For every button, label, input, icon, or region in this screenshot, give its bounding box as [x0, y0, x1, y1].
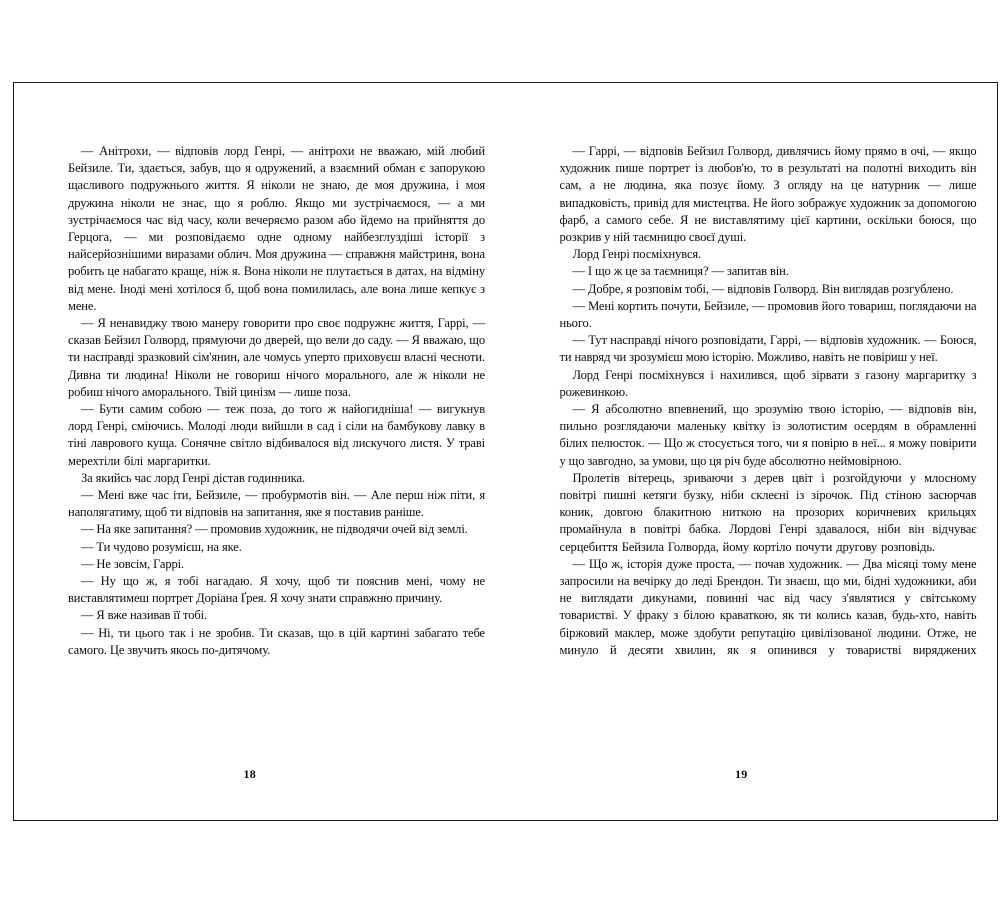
- paragraph: Лорд Генрі посміхнувся і нахилився, щоб зірвати з газону маргаритку з рожевинкою.: [559, 367, 977, 399]
- paragraph: Лорд Генрі посміхнувся.: [572, 247, 702, 262]
- paragraph: — Що ж, історія дуже проста, — почав художник. — Два місяці тому мене запросили на вечірку до леді Брендон. Ти знаєш, що ми, бідні художники, аби не виглядати дикунами, повинні час від часу з'являтися у світському товаристві. У фраку з білою краваткою, як ти колись казав, будь-хто, навіть біржовий маклер, може здобути репутацію цивілізованої людини. Отже, не минуло й десяти хвилин, як я опинився у товаристві виряджених: [559, 556, 977, 657]
- page-container: [14, 83, 997, 820]
- paragraph: — Не зовсім, Гаррі.: [81, 556, 185, 571]
- paragraph: — Тут насправді нічого розповідати, Гаррі, — відповів художник. — Боюся, ти навряд чи зрозумієш мою історію. Можливо, навіть не повіриш у неї.: [559, 333, 977, 365]
- paragraph: — Мені кортить почути, Бейзиле, — промовив його товариш, поглядаючи на нього.: [559, 298, 977, 331]
- paragraph: — Добре, я розповім тобі, — відповів Голворд. Він виглядав розгублено.: [572, 281, 954, 296]
- paragraph: — Я ненавиджу твою манеру говорити про своє подружнє життя, Гаррі, — сказав Бейзил Голворд, прямуючи до дверей, що вели до саду. — Я вважаю, що ти насправді зразковий сім'янин, але чомусь уперто приховуєш власні чесноти. Дивна ти людина! Ніколи не говориш нічого морального, але ж ніколи не робиш нічого аморального. Твій цинізм — лише поза.: [68, 316, 485, 399]
- page-right-text-block: [560, 143, 977, 659]
- paragraph: — Мені вже час іти, Бейзиле, — пробурмотів він. — Але перш ніж піти, я наполягатиму, щоб ти відповів на запитання, яке я поставив раніше.: [68, 488, 485, 520]
- paragraph: — Анітрохи, — відповів лорд Генрі, — анітрохи не вважаю, мій любий Бейзиле. Ти, здається, забув, що я одружений, а взаємний обман є запорукою щасливого подружнього життя. Я ніколи не знаю, де моя дружина, і моя дружина ніколи не знає, що я роблю. Якщо ми зустрічаємося, — а ми зустрічаємося час від часу, коли вечеряємо разом або йдемо на прийняття до Герцога, — ми розповідаємо одне одному найбезглуздіші історії з найсерйознішими виразами облич. Моя дружина — справжня майстриня, вона робить це набагато краще, ніж я. Вона ніколи не плутається в датах, на відміну від мене. Іноді мені хотілося б, щоб вона помилилась, але вона лише кепкує з мене.: [68, 144, 485, 313]
- paragraph: — Ні, ти цього так і не зробив. Ти сказав, що в цій картині забагато тебе самого. Це звучить якось по-дитячому.: [68, 625, 485, 657]
- page-left-text-block: [68, 143, 485, 659]
- paragraph: — Ну що ж, я тобі нагадаю. Я хочу, щоб ти пояснив мені, чому не виставлятимеш портрет Доріана Ґрея. Я хочу знати справжню причину.: [68, 574, 485, 606]
- paragraph: Пролетів вітерець, зриваючи з дерев цвіт і розгойдуючи у млосному повітрі пишні кетяги бузку, ніби склеєні із зірочок. Під стіною засюрчав коник, довгою блакитною ниткою на прозорих коричневих крильцях промайнула в повітрі бабка. Лордові Генрі здавалося, ніби він відчуває серцебиття Бейзила Голворда, йому кортіло почути другову розповідь.: [559, 470, 977, 554]
- paragraph: — Я вже називав її тобі.: [81, 608, 207, 623]
- page-number: 19: [735, 767, 748, 781]
- paragraph: За якийсь час лорд Генрі дістав годинника.: [81, 470, 305, 485]
- paragraph: — На яке запитання? — промовив художник, не підводячи очей від землі.: [81, 522, 468, 537]
- page-left: [14, 83, 506, 820]
- paragraph: — Гаррі, — відповів Бейзил Голворд, дивлячись йому прямо в очі, — якщо художник пише портрет із любов'ю, то в результаті на полотні виходить він сам, а не людина, яка позує йому. З огляду на це натурник — лише випадковість, привід для мистецтва. Не його зображує художник за допомогою фарб, а самого себе. Я не виставлятиму цієї картини, оскільки боюся, що розкрив у ній таємницю своєї душі.: [559, 144, 977, 245]
- paragraph: — Бути самим собою — теж поза, до того ж найогидніша! — вигукнув лорд Генрі, сміючись. Молоді люди вийшли в сад і сіли на бамбукову лавку в тіні лаврового куща. Сонячне світло відбивалося від лискучого листя. У траві мерехтіли білі маргаритки.: [68, 402, 485, 468]
- paragraph: — Я абсолютно впевнений, що зрозумію твою історію, — відповів він, пильно розглядаючи маленьку квітку із золотистим осердям в обрамленні білих пелюсток. — Що ж стосується того, чи я повірю в неї... я можу повірити у що завгодно, за умови, що ця річ буде абсолютно неймовірною.: [559, 402, 977, 468]
- page-right: [506, 83, 998, 820]
- page-number: 18: [243, 767, 256, 781]
- book-spread: [13, 82, 998, 821]
- paragraph: — Ти чудово розумієш, на яке.: [81, 539, 242, 554]
- paragraph: — І що ж це за таємниця? — запитав він.: [572, 264, 789, 279]
